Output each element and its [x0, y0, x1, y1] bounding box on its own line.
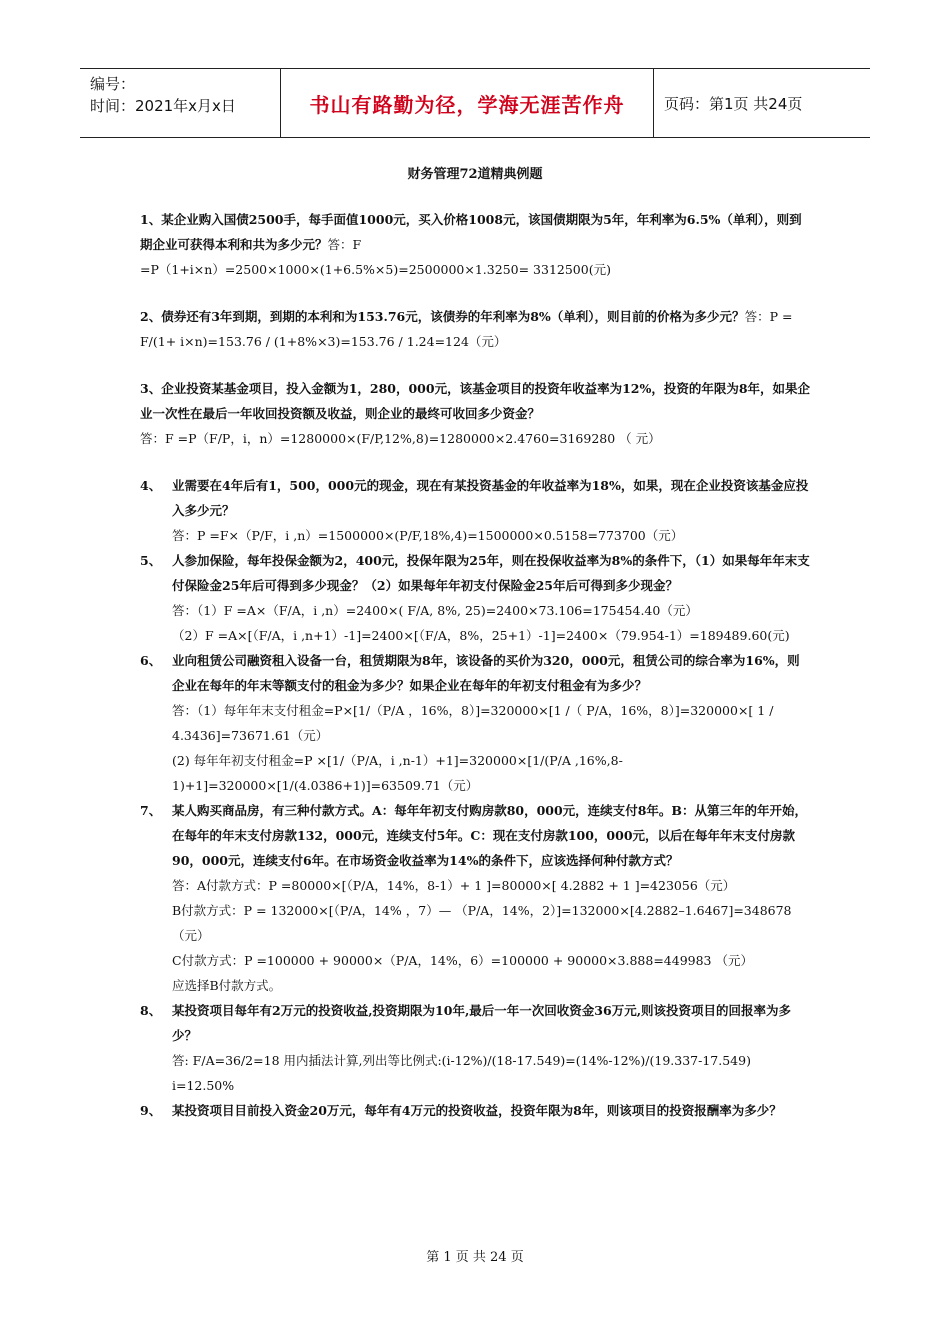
question-9: [140, 1098, 812, 1123]
question-1: [140, 207, 812, 282]
motto: 书山有路勤为径，学海无涯苦作舟: [280, 69, 654, 137]
question-text: 某人购买商品房，有三种付款方式。A：每年年初支付购房款80，000元，连续支付8年。B：从第三年的年开始，在每年的年末支付房款132，000元，连续支付5年。C：现在支付房款100，000元，以后在每年年末支付房款90，000元，连续支付6年。在市场资金收益率为14%的条件下，应该选择何种付款方式？: [172, 803, 807, 868]
question-text: 业需要在4年后有1，500，000元的现金，现在有某投资基金的年收益率为18%，如果，现在企业投资该基金应投入多少元？: [172, 478, 809, 518]
question-8: [140, 998, 812, 1098]
answer-text: B付款方式：P = 132000×[（P/A，14% ，7）— （P/A，14%，2）]=132000×[4.2882–1.6467]=348678（元）: [172, 903, 792, 943]
answer-text: 答：（1）F =A×（F/A，i ,n）=2400×( F/A, 8%, 25)=2400×73.106=175454.40（元）: [172, 603, 698, 618]
question-5: [140, 548, 812, 648]
question-4: [140, 473, 812, 548]
question-number: 8、: [140, 1003, 162, 1018]
answer-text: 答：F =P（F/P，i，n）=1280000×(F/P,12%,8)=1280000×2.4760=3169280 （ 元）: [140, 431, 661, 446]
question-number: 4、: [140, 478, 162, 493]
question-text: 2、债券还有3年到期，到期的本利和为153.76元，该债券的年利率为8%（单利），则目前的价格为多少元？答：P = F/(1+ i×n)=153.76 / (1+8%×3)=153.76 / 1.24=124（元）: [140, 309, 793, 349]
question-text: 业向租赁公司融资租入设备一台，租赁期限为8年，该设备的买价为320，000元，租赁公司的综合率为16%，则企业在每年的年末等额支付的租金为多少？如果企业在每年的年初支付租金有为多少？: [172, 653, 800, 693]
page-info: 页码：第1页 共24页: [664, 94, 803, 113]
question-2: [140, 304, 812, 354]
question-text: 1、某企业购入国债2500手，每手面值1000元，买入价格1008元，该国债期限为5年，年利率为6.5%（单利），则到期企业可获得本利和共为多少元？答：F: [140, 212, 802, 252]
answer-text: (2) 每年年初支付租金=P ×[1/（P/A，i ,n-1）+1]=320000×[1/(P/A ,16%,8-1)+1]=320000×[1/(4.0386+1)]=63509.71（元）: [172, 753, 623, 793]
document-body: [140, 207, 812, 1123]
question-6: [140, 648, 812, 798]
question-7: [140, 798, 812, 998]
question-text: 3、企业投资某基金项目，投入金额为1，280，000元，该基金项目的投资年收益率为12%，投资的年限为8年，如果企业一次性在最后一年收回投资额及收益，则企业的最终可收回多少资金？: [140, 381, 811, 421]
answer-text: （2）F =A×[（F/A，i ,n+1）-1]=2400×[（F/A，8%，25+1）-1]=2400×（79.954-1）=189489.60(元): [172, 628, 790, 643]
header-table: [80, 68, 870, 138]
header-left: [80, 69, 280, 137]
code-label: 编号：: [90, 75, 136, 93]
question-text: 某投资项目目前投入资金20万元，每年有4万元的投资收益，投资年限为8年，则该项目的投资报酬率为多少？: [172, 1103, 782, 1118]
answer-text: 应选择B付款方式。: [172, 978, 282, 993]
question-number: 9、: [140, 1103, 162, 1118]
page-footer: 第 1 页 共 24 页: [426, 1250, 524, 1265]
answer-text: 答: F/A=36/2=18 用内插法计算,列出等比例式:(i-12%)/(18-17.549)=(14%-12%)/(19.337-17.549): [172, 1053, 751, 1068]
question-text: 某投资项目每年有2万元的投资收益,投资期限为10年,最后一年一次回收资金36万元,则该投资项目的回报率为多少？: [172, 1003, 792, 1043]
question-text: 人参加保险，每年投保金额为2，400元，投保年限为25年，则在投保收益率为8%的条件下，（1）如果每年年末支付保险金25年后可得到多少现金？（2）如果每年年初支付保险金25年后可得到多少现金？: [172, 553, 810, 593]
answer-inline: 答：F: [327, 237, 362, 252]
question-3: [140, 376, 812, 451]
question-number: 5、: [140, 553, 162, 568]
answer-text: =P（1+i×n）=2500×1000×(1+6.5%×5)=2500000×1.3250= 3312500(元): [140, 262, 611, 277]
question-number: 6、: [140, 653, 162, 668]
answer-text: i=12.50%: [172, 1078, 235, 1093]
question-number: 7、: [140, 803, 162, 818]
answer-text: C付款方式：P =100000 + 90000×（P/A，14%，6）=100000 + 90000×3.888=449983 （元）: [172, 953, 753, 968]
answer-text: 答：（1）每年年末支付租金=P×[1/（P/A ，16%，8）]=320000×[1 /（ P/A，16%，8）]=320000×[ 1 / 4.3436]=73671.61（元）: [172, 703, 774, 743]
answer-inline: 答：P = F/(1+ i×n)=153.76 / (1+8%×3)=153.76 / 1.24=124（元）: [140, 309, 793, 349]
time-label: 时间：2021年x月x日: [90, 97, 236, 115]
document-title: 财务管理72道精典例题: [407, 167, 543, 182]
answer-text: 答：P =F×（P/F，i ,n）=1500000×(P/F,18%,4)=1500000×0.5158=773700（元）: [172, 528, 684, 543]
answer-text: 答：A付款方式：P =80000×[（P/A，14%，8-1）+ 1 ]=80000×[ 4.2882 + 1 ]=423056（元）: [172, 878, 736, 893]
